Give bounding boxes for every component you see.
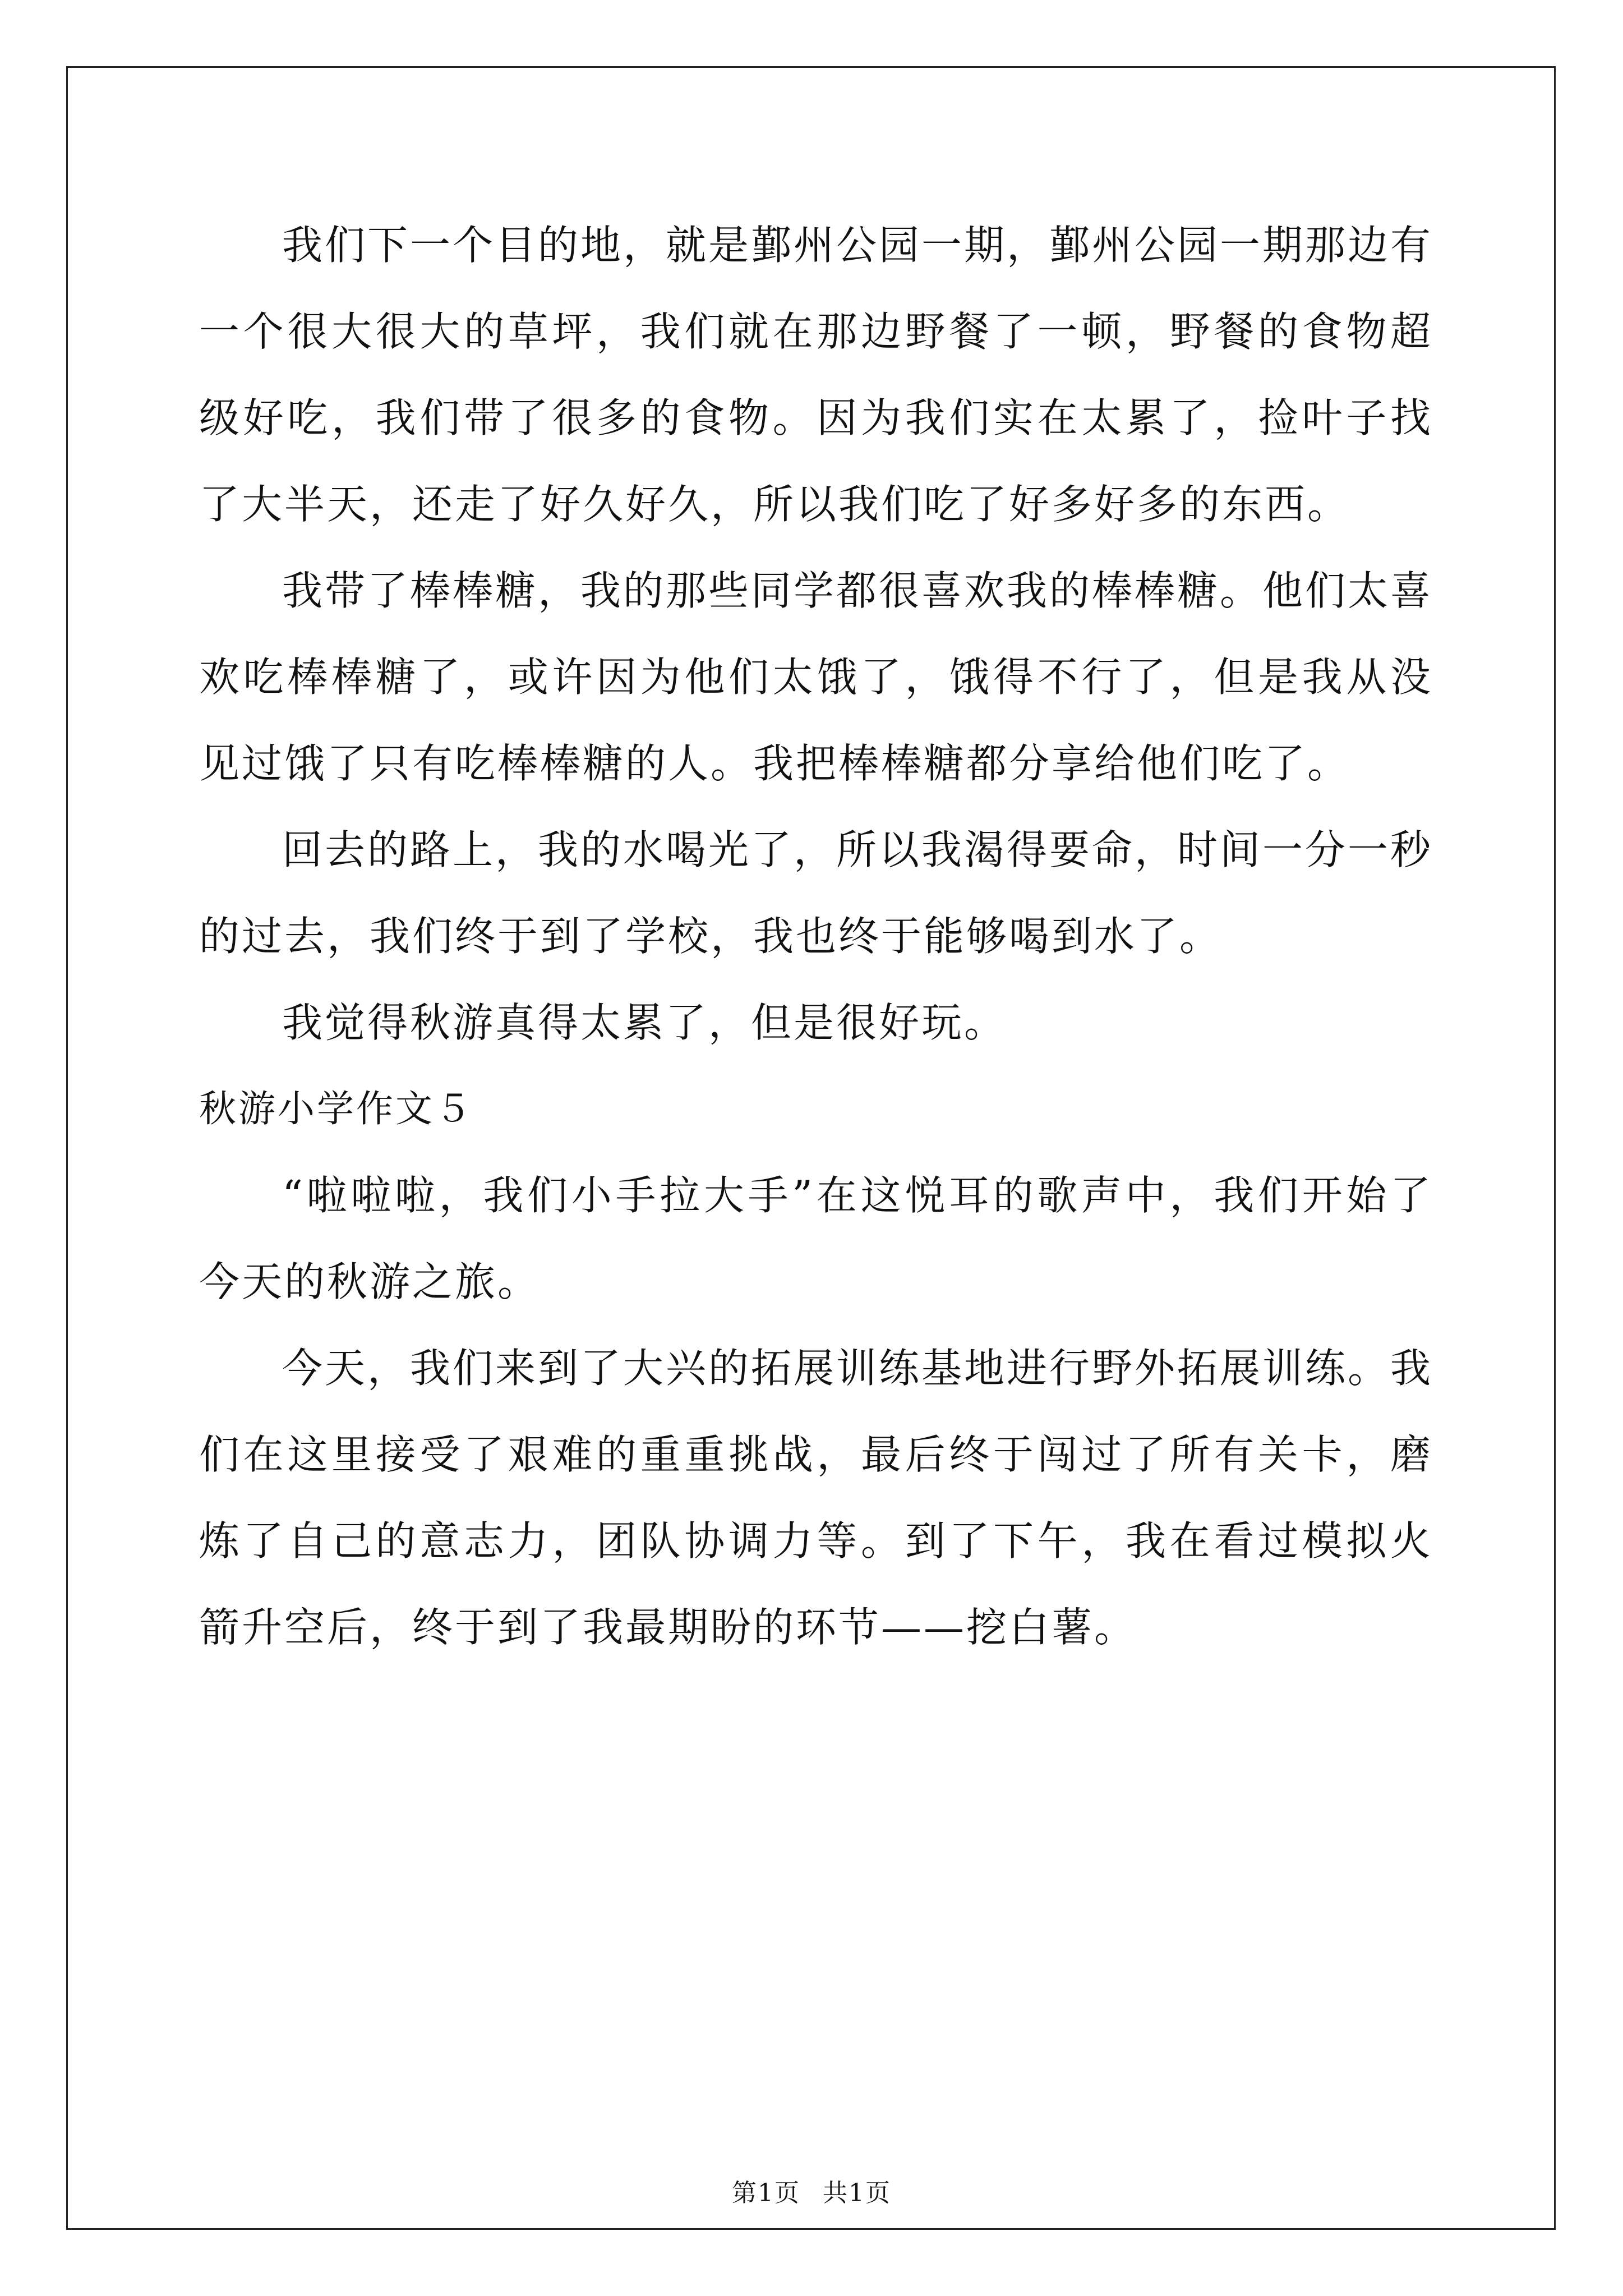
paragraph: 我觉得秋游真得太累了，但是很好玩。: [282, 999, 1007, 1046]
section-heading: 秋游小学作文５: [199, 1087, 474, 1130]
paragraph: “啦啦啦，我们小手拉大手”在这悦耳的歌声中，我们开始了今天的秋游之旅。: [199, 1172, 1433, 1305]
page-number: 第1页: [732, 2179, 800, 2207]
paragraph: 我们下一个目的地，就是鄞州公园一期，鄞州公园一期那边有一个很大很大的草坪，我们就在那边野餐了一顿，野餐的食物超级好吃，我们带了很多的食物。因为我们实在太累了，捡叶子找了大半天，还走了好久好久，所以我们吃了好多好多的东西。: [199, 222, 1433, 528]
paragraph: 今天，我们来到了大兴的拓展训练基地进行野外拓展训练。我们在这里接受了艰难的重重挑战，最后终于闯过了所有关卡，磨炼了自己的意志力，团队协调力等。到了下午，我在看过模拟火箭升空后，终于到了我最期盼的环节——挖白薯。: [199, 1345, 1433, 1651]
page-total: 共1页: [823, 2179, 891, 2207]
page-footer: [0, 2177, 1623, 2210]
document-body: [199, 202, 1433, 1671]
paragraph: 我带了棒棒糖，我的那些同学都很喜欢我的棒棒糖。他们太喜欢吃棒棒糖了，或许因为他们太饿了，饿得不行了，但是我从没见过饿了只有吃棒棒糖的人。我把棒棒糖都分享给他们吃了。: [199, 567, 1433, 787]
paragraph: 回去的路上，我的水喝光了，所以我渴得要命，时间一分一秒的过去，我们终于到了学校，我也终于能够喝到水了。: [199, 826, 1433, 960]
